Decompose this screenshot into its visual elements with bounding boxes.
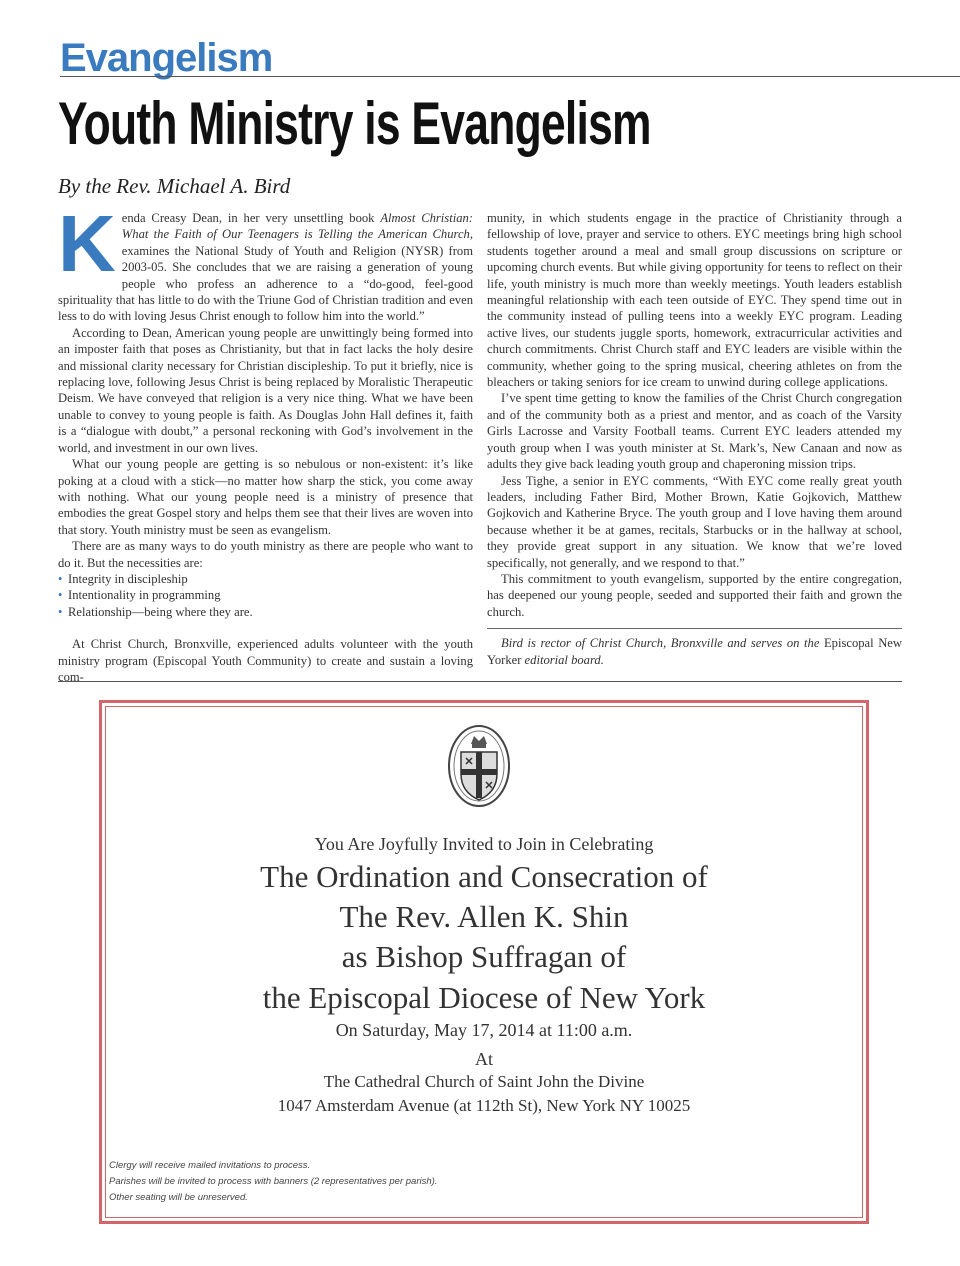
- invitation-title-line: as Bishop Suffragan of: [341, 939, 627, 974]
- diocesan-shield-seal-icon: [446, 722, 512, 808]
- invitation-intro: You Are Joyfully Invited to Join in Celebrating: [314, 834, 654, 854]
- paragraph: Jess Tighe, a senior in EYC comments, “With EYC come really great youth leaders, including Father Bird, Mother Brown, Katie Gojkovich, Matthew Gojkovich and Katherine Bryce. The youth group and I love having them around because whether it be at games, recitals, Starbucks or in the hallway at school, they provide great support in any situation. We know that we’re loved specifically, not generally, and we respond to that.”: [487, 473, 902, 570]
- invitation-title-line: The Ordination and Consecration of: [260, 859, 708, 894]
- invitation-title-line: the Episcopal Diocese of New York: [262, 980, 706, 1015]
- paragraph-spacer: [58, 620, 473, 636]
- invitation-date: On Saturday, May 17, 2014 at 11:00 a.m.: [335, 1020, 633, 1040]
- bullet-icon: •: [58, 588, 63, 603]
- drop-cap: K: [58, 199, 116, 288]
- paragraph: At Christ Church, Bronxville, experienced adults volunteer with the youth ministry program (Episcopal Youth Community) to create and sustain a loving com-: [58, 637, 473, 684]
- bio-text: editorial board.: [521, 652, 604, 667]
- article-byline: By the Rev. Michael A. Bird: [58, 174, 291, 198]
- book-title: Almost Christian: What the Faith of Our Teenagers is Telling the American Church: [121, 211, 473, 242]
- article-column-left: [58, 199, 473, 685]
- bullet-icon: •: [58, 571, 63, 586]
- list-item-text: Relationship—being where they are.: [68, 604, 253, 619]
- invitation-note: Clergy will receive mailed invitations to process.: [109, 1160, 311, 1171]
- list-item-text: Integrity in discipleship: [68, 571, 188, 586]
- publication-name: Episcopal New Yorker: [487, 636, 902, 667]
- section-label: Evangelism: [60, 36, 273, 80]
- article-column-right: [487, 210, 902, 668]
- bio-text: Bird is rector of Christ Church, Bronxville and serves on the: [501, 636, 824, 651]
- invitation-address: 1047 Amsterdam Avenue (at 112th St), New York NY 10025: [277, 1096, 691, 1115]
- paragraph: munity, in which students engage in the practice of Christianity through a fellowship of love, prayer and service to others. EYC meetings bring high school students together around a meal and small group discussions on scripture or upcoming church events. But while giving opportunity for teens to reflect on their life, youth ministry is much more than weekly meetings. Youth leaders establish meaningful relationship with each teen outside of EYC. They spend time out in the community instead of pulling teens into a weekly EYC program. Leading active lives, our students juggle sports, homework, extracurricular activities and church commitments. Christ Church staff and EYC leaders are visible within the community, whether going to the spring musical, cheering athletes on from the bleachers or taking seniors for ice cream to unwind during college applications.: [487, 211, 902, 390]
- necessities-list: [58, 571, 473, 620]
- article-headline: Youth Ministry is Evangelism: [58, 90, 651, 157]
- invitation-venue: The Cathedral Church of Saint John the Divine: [323, 1072, 645, 1091]
- bio-divider: [487, 628, 902, 629]
- article-bottom-divider: [58, 681, 902, 682]
- section-divider: [60, 76, 960, 77]
- invitation-at: At: [475, 1049, 493, 1069]
- list-item-text: Intentionality in programming: [68, 588, 221, 603]
- invitation-notes: [109, 1158, 437, 1206]
- paragraph: This commitment to youth evangelism, supported by the entire congregation, has deepened our young people, seeded and supported their faith and grown the church.: [487, 571, 902, 619]
- list-item: [58, 571, 473, 587]
- paragraph-intro: [58, 199, 473, 325]
- invitation-note: Other seating will be unreserved.: [109, 1192, 248, 1203]
- paragraph: There are as many ways to do youth ministry as there are people who want to do it. But the necessities are:: [58, 539, 473, 570]
- invitation-note: Parishes will be invited to process with banners (2 representatives per parish).: [109, 1176, 438, 1187]
- paragraph: According to Dean, American young people are unwittingly being formed into an imposter faith that poses as Christianity, but that in fact lacks the holy desire and missional clarity necessary for Christian discipleship. To put it briefly, nice is replacing love, following Jesus Christ is being replaced by Moralistic Therapeutic Deism. We have conveyed that religion is a very nice thing. What we have been unable to convey to young people is faith. As Douglas John Hall defines it, faith is a “dialogue with doubt,” a personal reckoning with God’s involvement in the world, and investment in our own lives.: [58, 325, 473, 455]
- list-item: [58, 604, 473, 620]
- bullet-icon: •: [58, 604, 63, 619]
- paragraph-text: , examines the National Study of Youth and Religion (NYSR) from 2003-05. She concludes that we are raising a generation of young people who profess an adherence to a “do-good, feel-good spirituality that has little to do with the Triune God of Christian tradition and even less to do with loving Jesus Christ enough to follow him into the world.”: [58, 227, 473, 324]
- paragraph: What our young people are getting is so nebulous or non-existent: it’s like poking at a cloud with a stick—no matter how sharp the stick, you come away with nothing. What our young people need is a ministry of presence that embodies the great Gospel story and helps them see that their lives are woven into that story. Youth ministry must be seen as evangelism.: [58, 457, 473, 537]
- list-item: [58, 587, 473, 603]
- author-bio: [487, 635, 902, 668]
- paragraph: I’ve spent time getting to know the families of the Christ Church congregation and of the community both as a priest and mentor, and as coach of the Varsity Girls Lacrosse and Varsity Football teams. Current EYC leaders attended my youth group when I was youth minister at St. Mark’s, New Canaan and now as adults they give back leading youth group and chaperoning mission trips.: [487, 391, 902, 472]
- invitation-title-line: The Rev. Allen K. Shin: [339, 899, 629, 934]
- paragraph-text: enda Creasy Dean, in her very unsettling book: [121, 211, 381, 225]
